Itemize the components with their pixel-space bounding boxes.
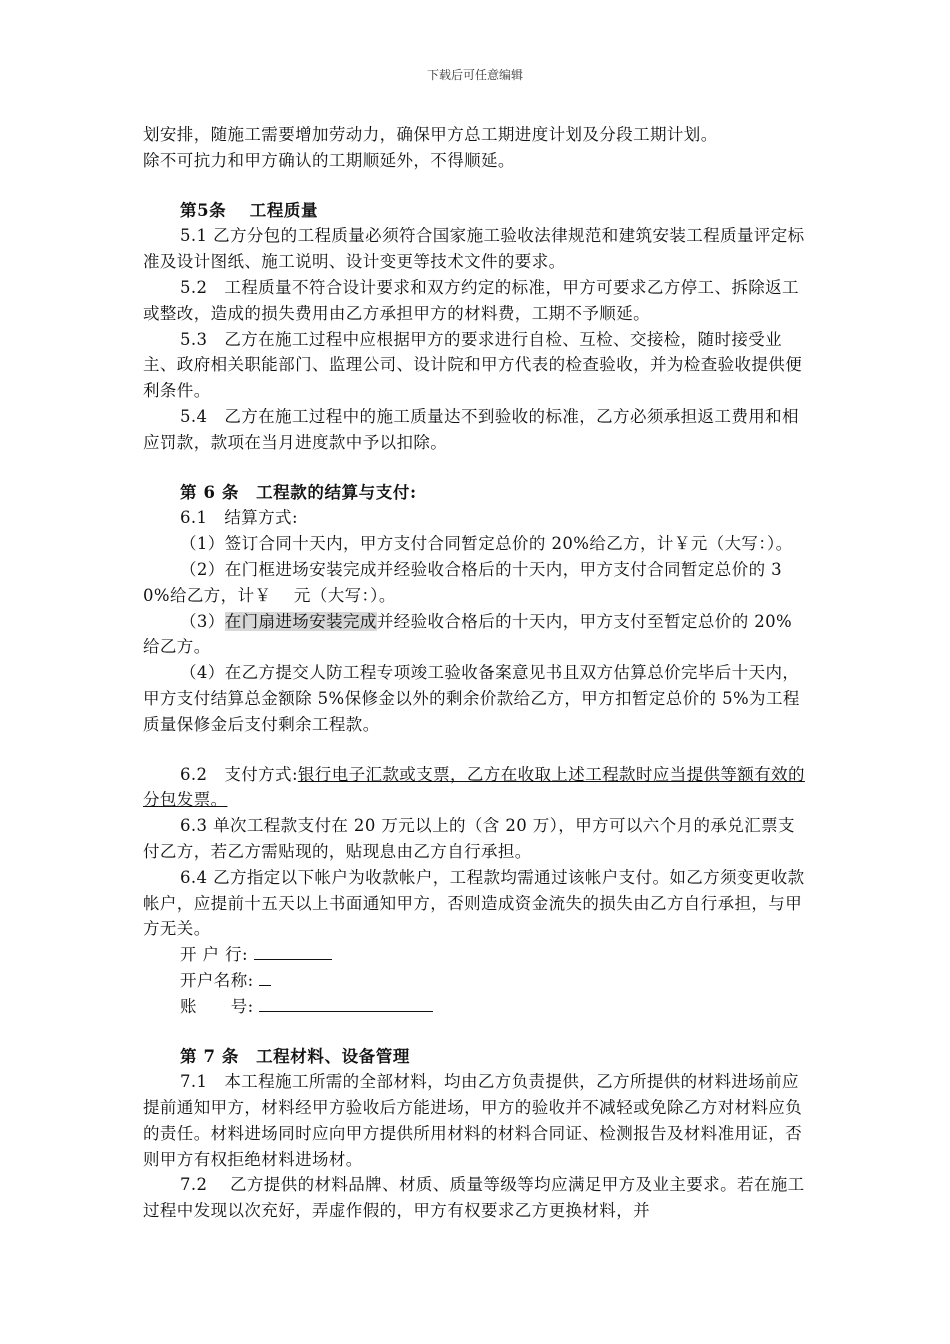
article-6-heading: 第 6 条 工程款的结算与支付: — [180, 482, 417, 502]
page-header: 下载后可任意编辑 — [426, 68, 523, 82]
highlighted-text: 在门扇进场安装完成 — [224, 611, 377, 631]
clause-6-4: 6.4 乙方指定以下帐户为收款帐户，工程款均需通过该帐户支付。如乙方须变更收款帐户，应提前十五天以上书面通知甲方，否则造成资金流失的损失由乙方自行承担，与甲方无关。 — [143, 867, 805, 939]
clause-6-1-item-2: （2）在门框进场安装完成并经验收合格后的十天内，甲方支付合同暂定总价的 30%给乙方，计￥ 元（大写：）。 — [143, 559, 783, 605]
clause-6-1-item-3 — [143, 609, 808, 661]
account-number-blank — [259, 997, 433, 1012]
clause-6-1: 6.1 结算方式: — [180, 508, 298, 528]
clause-7-2: 7.2 乙方提供的材料品牌、材质、质量等级等均应满足甲方及业主要求。若在施工过程中发现以次充好，弄虚作假的，甲方有权要求乙方更换材料，并 — [143, 1175, 805, 1221]
item-3-prefix: （3） — [180, 611, 225, 631]
clause-6-3: 6.3 单次工程款支付在 20 万元以上的（含 20 万），甲方可以六个月的承兑汇票支付乙方，若乙方需贴现的，贴现息由乙方自行承担。 — [143, 816, 795, 861]
spacer — [143, 1020, 808, 1044]
article-7-heading: 第 7 条 工程材料、设备管理 — [180, 1046, 410, 1066]
document-body — [143, 122, 808, 1224]
item-3-rest: 并经验收合格后的十天内，甲方支付至暂定总价的 20%给乙方。 — [143, 611, 793, 657]
clause-5-2: 5.2 工程质量不符合设计要求和双方约定的标准，甲方可要求乙方停工、拆除返工或整改，造成的损失费用由乙方承担甲方的材料费，工期不予顺延。 — [143, 277, 799, 323]
account-bank-line — [180, 942, 808, 968]
spacer — [143, 174, 808, 198]
clause-5-1: 5.1 乙方分包的工程质量必须符合国家施工验收法律规范和建筑安装工程质量评定标准及设计图纸、施工说明、设计变更等技术文件的要求。 — [143, 226, 805, 272]
account-bank-label: 开 户 行: — [180, 945, 248, 965]
clause-7-1: 7.1 本工程施工所需的全部材料，均由乙方负责提供，乙方所提供的材料进场前应提前通知甲方，材料经甲方验收后方能进场，甲方的验收并不减轻或免除乙方对材料应负的责任。材料进场同时应向甲方提供所用材料的材料合同证、检测报告及材料准用证，否则甲方有权拒绝材料进场材。 — [143, 1072, 803, 1169]
account-name-blank — [259, 971, 271, 986]
spacer — [143, 456, 808, 480]
article-5-heading: 第5条 工程质量 — [180, 200, 319, 220]
clause-5-4: 5.4 乙方在施工过程中的施工质量达不到验收的标准，乙方必须承担返工费用和相应罚款，款项在当月进度款中予以扣除。 — [143, 406, 799, 452]
clause-6-2-prefix: 6.2 支付方式: — [180, 764, 298, 784]
clause-6-1-item-4: （4）在乙方提交人防工程专项竣工验收备案意见书且双方估算总价完毕后十天内，甲方支付结算总金额除 5%保修金以外的剩余价款给乙方，甲方扣暂定总价的 5%为工程质量保修金后支付剩余工程款。 — [143, 663, 800, 734]
continuation-line-1: 划安排，随施工需要增加劳动力，确保甲方总工期进度计划及分段工期计划。 — [143, 125, 718, 144]
clause-5-3: 5.3 乙方在施工过程中应根据甲方的要求进行自检、互检、交接检，随时接受业主、政府相关职能部门、监理公司、设计院和甲方代表的检查验收，并为检查验收提供便利条件。 — [143, 329, 803, 401]
continuation-line-2: 除不可抗力和甲方确认的工期顺延外，不得顺延。 — [143, 150, 515, 170]
account-number-line — [180, 994, 808, 1020]
account-bank-blank — [254, 945, 332, 960]
spacer — [143, 738, 808, 762]
underlined-payment-method: 银行电子汇款或支票，乙方在收取上述工程款时应当提供等额有效的分包发票。 — [143, 764, 805, 810]
clause-6-2 — [143, 762, 808, 814]
account-name-line — [180, 968, 808, 994]
account-number-label: 账 号: — [180, 996, 254, 1016]
account-name-label: 开户名称: — [180, 970, 254, 990]
clause-6-1-item-1: （1）签订合同十天内，甲方支付合同暂定总价的 20%给乙方，计￥元（大写：）。 — [180, 534, 793, 554]
